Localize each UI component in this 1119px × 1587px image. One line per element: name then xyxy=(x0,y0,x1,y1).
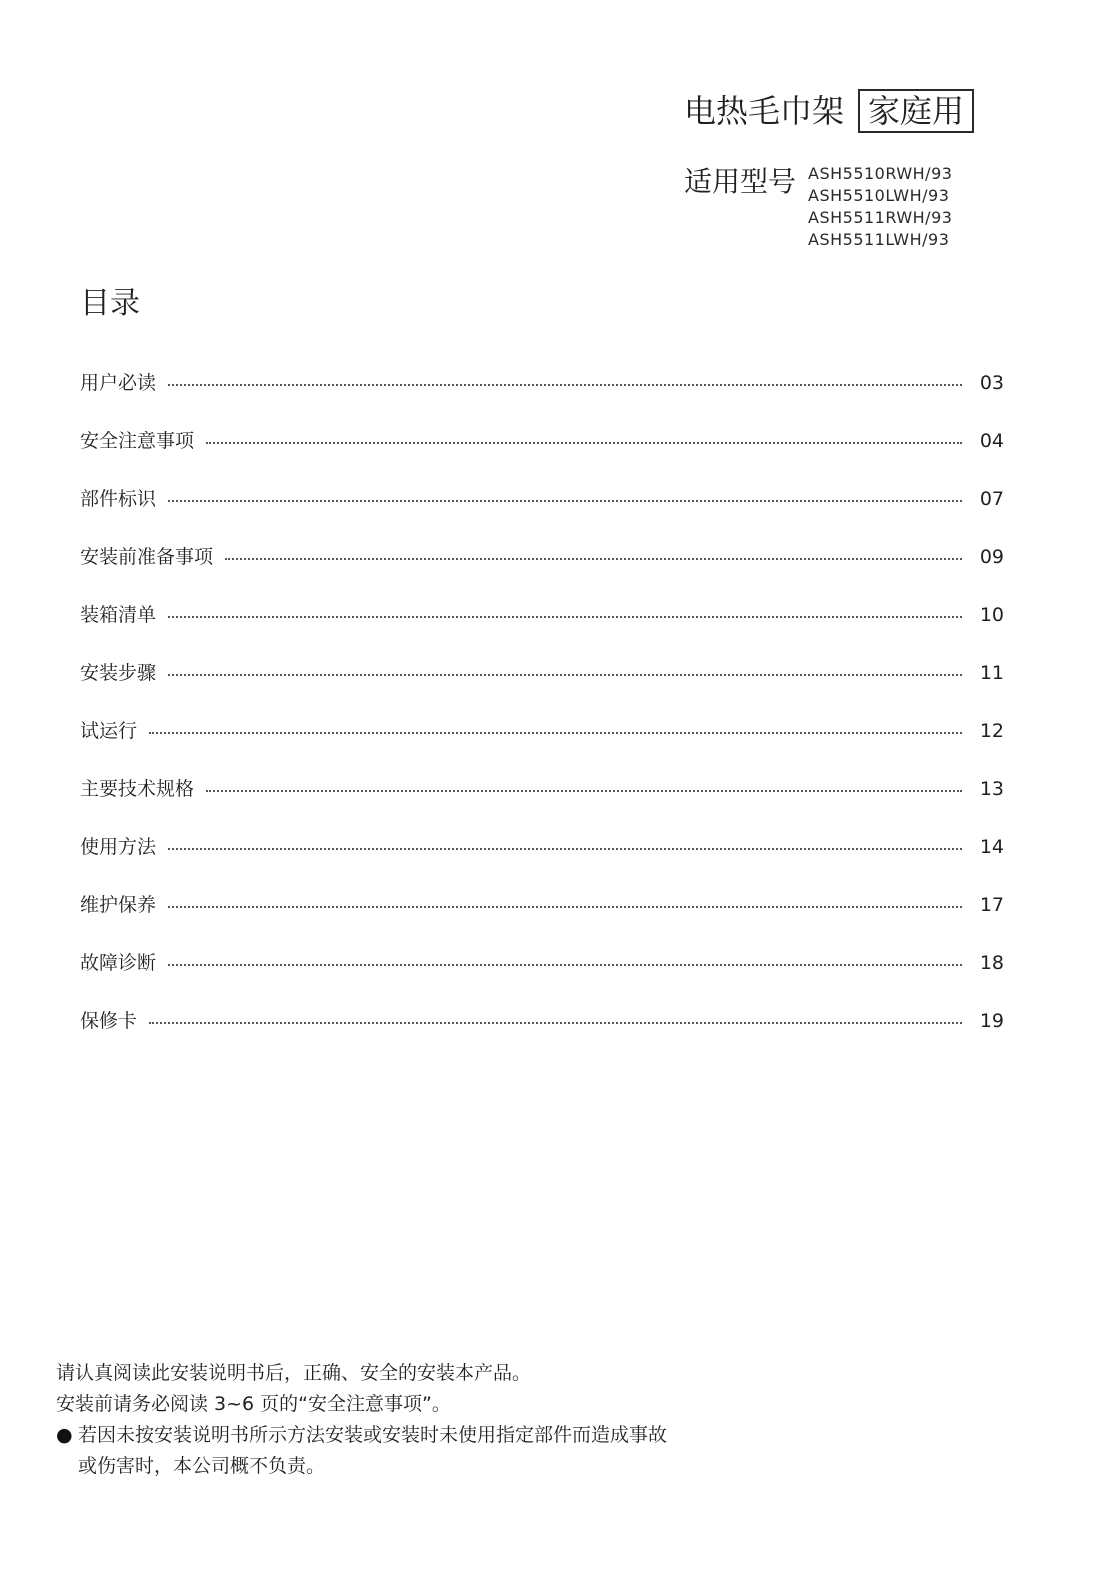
notice-bullet-line: 若因未按安装说明书所示方法安装或安装时未使用指定部件而造成事故 xyxy=(78,1424,668,1446)
toc-dot-leader xyxy=(168,964,962,966)
toc-entry-page: 07 xyxy=(979,488,1004,510)
toc-dot-leader xyxy=(206,442,962,444)
notice-line: 安装前请务必阅读 3~6 页的“安全注意事项”。 xyxy=(56,1393,451,1415)
toc-entry-page: 03 xyxy=(979,372,1004,394)
toc-entry-page: 12 xyxy=(979,720,1004,742)
notice-bullet-text xyxy=(78,1420,667,1482)
model-item: ASH5511RWH/93 xyxy=(808,208,953,227)
toc-entry-page: 04 xyxy=(979,430,1004,452)
toc-entry-page: 17 xyxy=(979,894,1004,916)
toc-entry-page: 14 xyxy=(979,836,1004,858)
toc-entry xyxy=(80,934,1004,992)
toc-dot-leader xyxy=(168,500,962,502)
toc-entry xyxy=(80,760,1004,818)
toc-entry-page: 19 xyxy=(979,1010,1004,1032)
product-title-row xyxy=(684,88,974,134)
toc-entry-title: 安装步骤 xyxy=(80,662,157,684)
toc-entry-title: 部件标识 xyxy=(80,488,157,510)
toc-entry xyxy=(80,644,1004,702)
toc-dot-leader xyxy=(149,732,962,734)
toc-dot-leader xyxy=(168,384,962,386)
toc-dot-leader xyxy=(168,674,962,676)
toc-entry xyxy=(80,354,1004,412)
toc-dot-leader xyxy=(168,616,962,618)
toc-entry-page: 09 xyxy=(979,546,1004,568)
toc-entry-title: 用户必读 xyxy=(80,372,157,394)
toc-entry-title: 故障诊断 xyxy=(80,952,157,974)
usage-tag: 家庭用 xyxy=(858,89,974,133)
model-list xyxy=(808,163,952,251)
toc-heading: 目录 xyxy=(80,286,140,321)
model-label: 适用型号 xyxy=(684,165,797,198)
toc-entry xyxy=(80,992,1004,1050)
toc-entry-page: 11 xyxy=(979,662,1004,684)
toc-entry xyxy=(80,586,1004,644)
toc-entry-title: 试运行 xyxy=(80,720,138,742)
toc-entry-page: 18 xyxy=(979,952,1004,974)
installation-notice xyxy=(56,1358,836,1482)
toc-entry xyxy=(80,470,1004,528)
notice-bullet xyxy=(56,1420,836,1482)
table-of-contents xyxy=(80,354,1004,1050)
toc-entry xyxy=(80,876,1004,934)
bullet-icon: ● xyxy=(56,1424,73,1446)
toc-dot-leader xyxy=(225,558,962,560)
notice-bullet-line: 或伤害时，本公司概不负责。 xyxy=(78,1455,326,1477)
toc-entry xyxy=(80,528,1004,586)
toc-entry-title: 装箱清单 xyxy=(80,604,157,626)
model-item: ASH5511LWH/93 xyxy=(808,230,950,249)
toc-entry xyxy=(80,702,1004,760)
model-item: ASH5510RWH/93 xyxy=(808,164,953,183)
product-title: 电热毛巾架 xyxy=(684,92,845,130)
toc-dot-leader xyxy=(168,848,962,850)
toc-entry-title: 保修卡 xyxy=(80,1010,138,1032)
notice-line: 请认真阅读此安装说明书后，正确、安全的安装本产品。 xyxy=(56,1362,532,1384)
toc-entry-title: 维护保养 xyxy=(80,894,157,916)
toc-entry-page: 10 xyxy=(979,604,1004,626)
toc-entry-page: 13 xyxy=(979,778,1004,800)
toc-entry xyxy=(80,412,1004,470)
toc-dot-leader xyxy=(168,906,962,908)
toc-entry xyxy=(80,818,1004,876)
toc-entry-title: 使用方法 xyxy=(80,836,157,858)
toc-dot-leader xyxy=(149,1022,962,1024)
model-item: ASH5510LWH/93 xyxy=(808,186,950,205)
toc-entry-title: 安全注意事项 xyxy=(80,430,195,452)
toc-entry-title: 主要技术规格 xyxy=(80,778,195,800)
toc-entry-title: 安装前准备事项 xyxy=(80,546,214,568)
toc-dot-leader xyxy=(206,790,962,792)
